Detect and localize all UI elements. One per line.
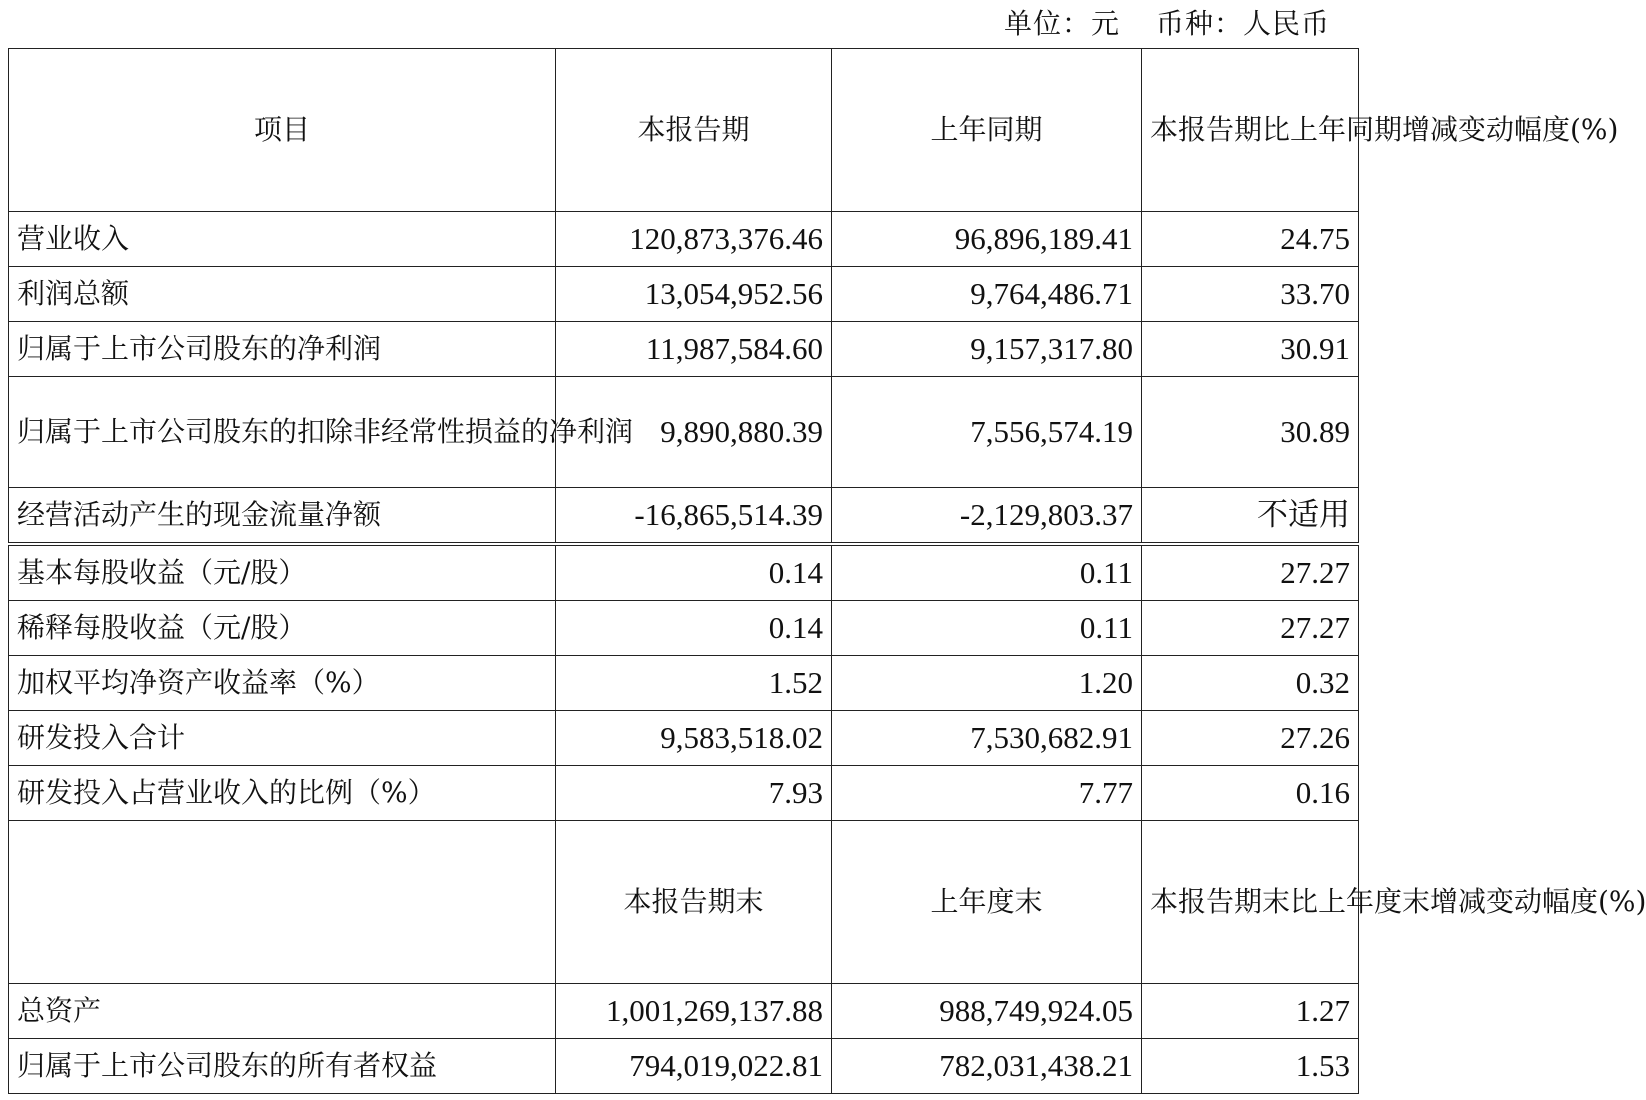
table-row [9,267,1359,322]
cell-prior: 782,031,438.21 [832,1039,1142,1094]
cell-prior: -2,129,803.37 [832,488,1142,545]
cell-change: 30.89 [1142,377,1359,488]
row-label: 经营活动产生的现金流量净额 [9,488,556,545]
cell-change: 27.27 [1142,544,1359,601]
cell-change: 33.70 [1142,267,1359,322]
table-row [9,601,1359,656]
cell-change: 1.27 [1142,984,1359,1039]
currency-label: 币种：人民币 [1155,7,1330,40]
row-label: 归属于上市公司股东的扣除非经常性损益的净利润 [9,377,556,488]
header-prior-period: 上年同期 [832,49,1142,212]
row-label: 加权平均净资产收益率（%） [9,656,556,711]
cell-current: 0.14 [556,544,832,601]
cell-change: 30.91 [1142,322,1359,377]
cell-prior: 96,896,189.41 [832,212,1142,267]
cell-change: 27.27 [1142,601,1359,656]
table-row [9,766,1359,821]
table-row [9,711,1359,766]
table-row [9,377,1359,488]
header-current-period: 本报告期 [556,49,832,212]
row-label: 利润总额 [9,267,556,322]
row-label: 研发投入占营业收入的比例（%） [9,766,556,821]
header-item: 项目 [9,49,556,212]
cell-current: 9,890,880.39 [556,377,832,488]
subheader-item [9,821,556,984]
header-change: 本报告期比上年同期增减变动幅度(%) [1142,49,1359,212]
cell-prior: 7,556,574.19 [832,377,1142,488]
financial-data-table [8,48,1646,1094]
cell-prior: 9,157,317.80 [832,322,1142,377]
table-subheader-row [9,821,1359,984]
cell-prior: 0.11 [832,601,1142,656]
table-row [9,656,1359,711]
row-label: 基本每股收益（元/股） [9,544,556,601]
table-row [9,212,1359,267]
cell-current: 0.14 [556,601,832,656]
cell-change: 24.75 [1142,212,1359,267]
row-label: 归属于上市公司股东的所有者权益 [9,1039,556,1094]
subheader-change: 本报告期末比上年度末增减变动幅度(%) [1142,821,1359,984]
cell-current: 13,054,952.56 [556,267,832,322]
cell-prior: 988,749,924.05 [832,984,1142,1039]
table-row [9,488,1359,545]
subheader-prior-year-end: 上年度末 [832,821,1142,984]
cell-current: -16,865,514.39 [556,488,832,545]
cell-current: 1.52 [556,656,832,711]
row-label: 研发投入合计 [9,711,556,766]
table-row [9,1039,1359,1094]
unit-label: 单位：元 [1003,7,1120,40]
cell-change: 27.26 [1142,711,1359,766]
cell-change: 不适用 [1142,488,1359,545]
cell-prior: 7.77 [832,766,1142,821]
cell-prior: 9,764,486.71 [832,267,1142,322]
table-row [9,984,1359,1039]
cell-prior: 1.20 [832,656,1142,711]
cell-current: 1,001,269,137.88 [556,984,832,1039]
cell-current: 794,019,022.81 [556,1039,832,1094]
row-label: 归属于上市公司股东的净利润 [9,322,556,377]
cell-change: 0.32 [1142,656,1359,711]
cell-current: 11,987,584.60 [556,322,832,377]
cell-current: 9,583,518.02 [556,711,832,766]
cell-change: 0.16 [1142,766,1359,821]
row-label: 稀释每股收益（元/股） [9,601,556,656]
row-label: 总资产 [9,984,556,1039]
cell-prior: 0.11 [832,544,1142,601]
cell-current: 7.93 [556,766,832,821]
table-header-row [9,49,1359,212]
cell-prior: 7,530,682.91 [832,711,1142,766]
table-row [9,544,1359,601]
unit-line [0,0,1330,48]
subheader-period-end: 本报告期末 [556,821,832,984]
row-label: 营业收入 [9,212,556,267]
table-row [9,322,1359,377]
cell-current: 120,873,376.46 [556,212,832,267]
cell-change: 1.53 [1142,1039,1359,1094]
